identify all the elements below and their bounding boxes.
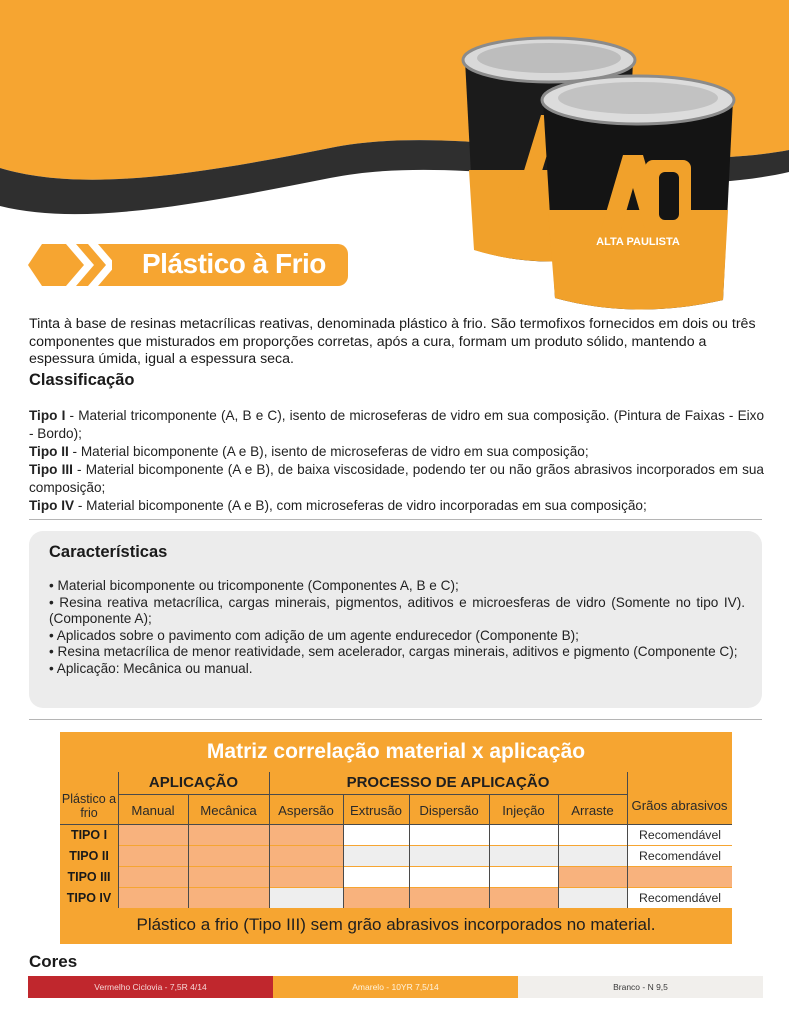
matrix-abrasive-label: Recomendável — [638, 890, 722, 905]
product-buckets-image — [455, 20, 785, 320]
matrix-cell — [410, 867, 489, 887]
matrix-abrasive-label: Recomendável — [638, 827, 722, 842]
matrix-abrasive-label: Recomendável — [638, 848, 722, 863]
classification-item: Tipo IV - Material bicomponente (A e B), com microseferas de vidro incorporadas em sua composição; — [29, 498, 647, 513]
characteristics-heading: Características — [49, 543, 168, 561]
matrix-footnote: Plástico a frio (Tipo III) sem grão abrasivos incorporados no material. — [136, 915, 656, 934]
page-title: Plástico à Frio — [142, 248, 326, 279]
classification-item: Tipo I - Material tricomponente (A, B e C), isento de microseferas de vidro em sua composição. (Pintura de Faixas - Eixo - Bordo); — [29, 408, 765, 441]
characteristics-box — [29, 531, 762, 708]
matrix-col-manual: Manual — [131, 803, 175, 818]
matrix-col-arraste: Arraste — [571, 803, 614, 818]
matrix-grid-line — [627, 772, 628, 908]
matrix-row-label: TIPO III — [67, 869, 111, 884]
matrix-cell — [270, 888, 343, 908]
matrix-title: Matriz correlação material x aplicação — [206, 740, 586, 763]
matrix-cell — [119, 825, 188, 845]
matrix-col-aspersao: Aspersão — [278, 803, 334, 818]
matrix-row-header: Plástico a frio — [61, 792, 117, 820]
title-pill — [112, 244, 348, 286]
matrix-cell — [344, 867, 409, 887]
characteristics-list — [49, 578, 745, 677]
color-swatch-red: Vermelho Ciclovia - 7,5R 4/14 — [28, 976, 273, 998]
matrix-cell — [490, 846, 558, 866]
classification-item: Tipo III - Material bicomponente (A e B), de baixa viscosidade, podendo ter ou não grãos abrasivos incorporados em sua composição; — [29, 462, 764, 495]
matrix-grid-line — [269, 772, 270, 908]
matrix-cell — [559, 825, 627, 845]
characteristics-item: • Material bicomponente ou tricomponente (Componentes A, B e C); — [49, 578, 459, 593]
matrix-cell — [344, 888, 409, 908]
matrix-cell — [490, 867, 558, 887]
matrix-grid-line — [558, 794, 559, 908]
matrix-cell — [490, 888, 558, 908]
characteristics-item: • Aplicação: Mecânica ou manual. — [49, 660, 253, 676]
matrix-grid-line — [118, 772, 119, 908]
matrix-col-dispersao: Dispersão — [419, 803, 479, 818]
matrix-cell — [189, 888, 269, 908]
characteristics-item: • Resina metacrílica de menor reatividade, sem acelerador, cargas minerais, aditivos e pigmento (Componente C); — [49, 644, 738, 659]
matrix-cell — [559, 867, 627, 887]
matrix-cell — [119, 888, 188, 908]
classification-list — [29, 407, 764, 515]
matrix-grid-line — [188, 794, 189, 908]
matrix-cell — [119, 867, 188, 887]
matrix-grid-line — [343, 794, 344, 908]
matrix-cell — [410, 825, 489, 845]
color-swatch-white: Branco - N 9,5 — [518, 976, 763, 998]
title-banner — [28, 244, 350, 286]
matrix-cell — [559, 888, 627, 908]
matrix-cell — [270, 867, 343, 887]
matrix-cell — [189, 846, 269, 866]
matrix-col-injecao: Injeção — [502, 803, 545, 818]
colors-heading: Cores — [29, 952, 78, 971]
matrix-cell — [490, 825, 558, 845]
correlation-matrix — [60, 732, 732, 944]
divider — [29, 519, 762, 520]
matrix-row-label: TIPO I — [70, 827, 108, 842]
bucket-front — [542, 76, 734, 310]
matrix-cell — [270, 825, 343, 845]
matrix-grid-line — [489, 794, 490, 908]
matrix-cell — [189, 825, 269, 845]
matrix-cell — [270, 846, 343, 866]
matrix-col-extrusao: Extrusão — [349, 803, 403, 818]
color-swatch-yellow: Amarelo - 10YR 7,5/14 — [273, 976, 518, 998]
matrix-abrasive-cell — [628, 867, 732, 887]
matrix-cell — [344, 846, 409, 866]
matrix-row-label: TIPO IV — [66, 890, 112, 905]
matrix-col-abrasive: Grãos abrasivos — [631, 798, 728, 813]
matrix-cell — [189, 867, 269, 887]
matrix-group-process: PROCESSO DE APLICAÇÃO — [346, 774, 550, 791]
matrix-cell — [344, 825, 409, 845]
characteristics-item: • Resina reativa metacrílica, cargas minerais, pigmentos, aditivos e microesferas de vidro (Somente no tipo IV). (Componente A); — [49, 594, 745, 626]
matrix-grid-line — [60, 824, 732, 825]
matrix-cell — [119, 846, 188, 866]
matrix-cell — [559, 846, 627, 866]
divider — [29, 719, 762, 720]
classification-heading: Classificação — [29, 371, 135, 389]
matrix-row-label: TIPO II — [69, 848, 109, 863]
characteristics-item: • Aplicados sobre o pavimento com adição de um agente endurecedor (Componente B); — [49, 627, 579, 643]
matrix-cell — [410, 888, 489, 908]
matrix-cell — [410, 846, 489, 866]
matrix-col-mecanica: Mecânica — [200, 803, 257, 818]
intro-paragraph: Tinta à base de resinas metacrílicas reativas, denominada plástico à frio. São termofixos fornecidos em dois ou três componentes que misturados em proporções corretas, após a cura, formam um produto sólido, mantendo a espessura úmida, igual a espessura seca. — [29, 316, 756, 367]
matrix-grid-line — [118, 794, 627, 795]
bucket-brand-label: ALTA PAULISTA — [596, 236, 680, 248]
matrix-group-application: APLICAÇÃO — [148, 774, 239, 791]
classification-item: Tipo II - Material bicomponente (A e B), isento de microseferas de vidro em sua composição; — [29, 444, 589, 459]
matrix-grid-line — [409, 794, 410, 908]
